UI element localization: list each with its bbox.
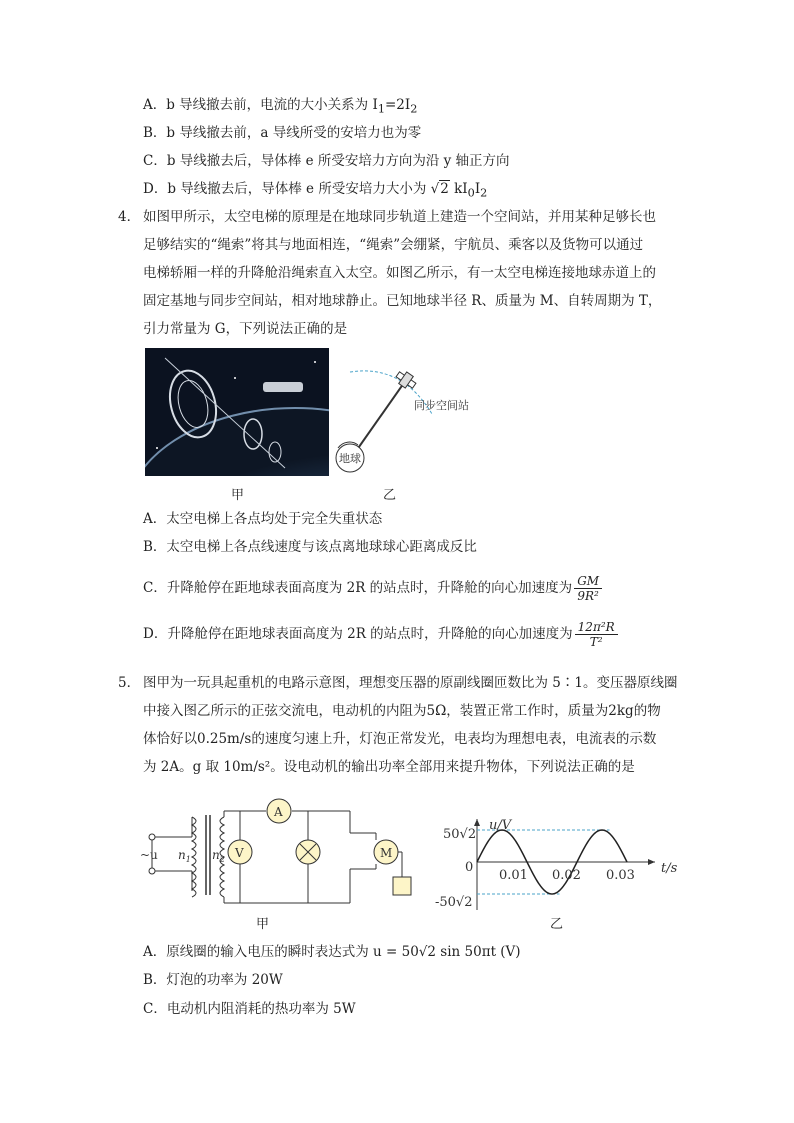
- x-axis-arrow: [648, 859, 655, 865]
- source-label: ~u: [140, 848, 158, 862]
- q3-option-c: C．b 导线撤去后，导体棒 e 所受安培力方向为沿 y 轴正方向: [143, 153, 510, 169]
- x-tick-003: 0.03: [606, 868, 635, 883]
- q3-option-d: D．b 导线撤去后，导体棒 e 所受安培力大小为 √2 $kI_0I_2$: [143, 181, 488, 200]
- q4-option-c: C．升降舱停在距地球表面高度为 2R 的站点时，升降舱的向心加速度为 $\frac{GM}{\text{9R²}}$: [143, 574, 602, 603]
- q4-fig-label-jia: 甲: [231, 488, 245, 503]
- q4-stem-line-1: 如图甲所示，太空电梯的原理是在地球同步轨道上建造一个空间站，并用某种足够长也: [143, 209, 656, 225]
- q4-stem-line-4: 固定基地与同步空间站，相对地球静止。已知地球半径 R、质量为 M、自转周期为 T，: [143, 293, 662, 309]
- space-elevator-photo: [145, 348, 329, 476]
- q5-fig-label-yi: 乙: [550, 917, 564, 932]
- q5-option-c: C．电动机内阻消耗的热功率为 5W: [143, 1001, 356, 1017]
- y-axis-arrow: [474, 819, 480, 826]
- q3-option-b: B．b 导线撤去前，a 导线所受的安培力也为零: [143, 125, 422, 141]
- q5-stem-line-1: 图甲为一玩具起重机的电路示意图，理想变压器的原副线圈匝数比为 5∶1。变压器原线圈: [143, 675, 678, 691]
- q5-number: 5．: [118, 675, 141, 691]
- n1-label: $n_1$: [178, 848, 191, 864]
- q5-stem-line-2: 中接入图乙所示的正弦交流电，电动机的内阻为5Ω，装置正常工作时，质量为2kg的物: [143, 703, 661, 719]
- q5-stem-line-4: 为 2A。g 取 10m/s²。设电动机的输出功率全部用来提升物体，下列说法正确的是: [143, 759, 635, 775]
- n2-label: $n_2$: [212, 848, 225, 864]
- q4-stem-line-5: 引力常量为 G，下列说法正确的是: [143, 321, 348, 337]
- q4-option-b: B．太空电梯上各点线速度与该点离地球球心距离成反比: [143, 539, 477, 555]
- ammeter-label: A: [274, 805, 283, 819]
- q5-option-a: A．原线圈的输入电压的瞬时表达式为 u = 50√2 sin 50πt (V): [143, 944, 521, 960]
- q4-option-d: D．升降舱停在距地球表面高度为 2R 的站点时，升降舱的向心加速度为 $\frac{\text{12π²R}}{\text{T²}}$: [143, 620, 618, 649]
- x-tick-001: 0.01: [499, 868, 528, 883]
- q4-stem-line-3: 电梯轿厢一样的升降舱沿绳索直入太空。如图乙所示，有一太空电梯连接地球赤道上的: [143, 265, 656, 281]
- q5-stem-line-3: 体恰好以0.25m/s的速度匀速上升，灯泡正常发光，电表均为理想电表，电流表的示数: [143, 731, 657, 747]
- earth-label: 地球: [339, 452, 361, 465]
- voltmeter-label: V: [235, 846, 244, 860]
- station-label: 同步空间站: [414, 399, 469, 412]
- q4-option-a: A．太空电梯上各点均处于完全失重状态: [143, 511, 383, 527]
- y-tick-top: 50√2: [443, 827, 477, 842]
- circuit-diagram: [140, 795, 420, 915]
- y-axis-label: u/V: [489, 818, 512, 833]
- q5-option-b: B．灯泡的功率为 20W: [143, 972, 283, 988]
- q4-stem-line-2: 足够结实的“绳索”将其与地面相连，“绳索”会绷紧，宇航员、乘客以及货物可以通过: [143, 237, 644, 253]
- space-elevator-diagram: [332, 354, 472, 476]
- y-tick-bottom: -50√2: [435, 895, 473, 910]
- motor-label: M: [380, 846, 393, 860]
- x-tick-002: 0.02: [552, 868, 581, 883]
- q4-number: 4．: [118, 209, 141, 225]
- q4-fig-label-yi: 乙: [383, 488, 397, 503]
- q3-option-a: A．b 导线撤去前，电流的大小关系为 $I_1=2I_2$: [143, 97, 418, 116]
- x-axis-label: t/s: [661, 861, 678, 876]
- voltage-sine-chart: [425, 815, 695, 915]
- y-tick-zero: 0: [465, 860, 474, 875]
- q5-fig-label-jia: 甲: [256, 917, 270, 932]
